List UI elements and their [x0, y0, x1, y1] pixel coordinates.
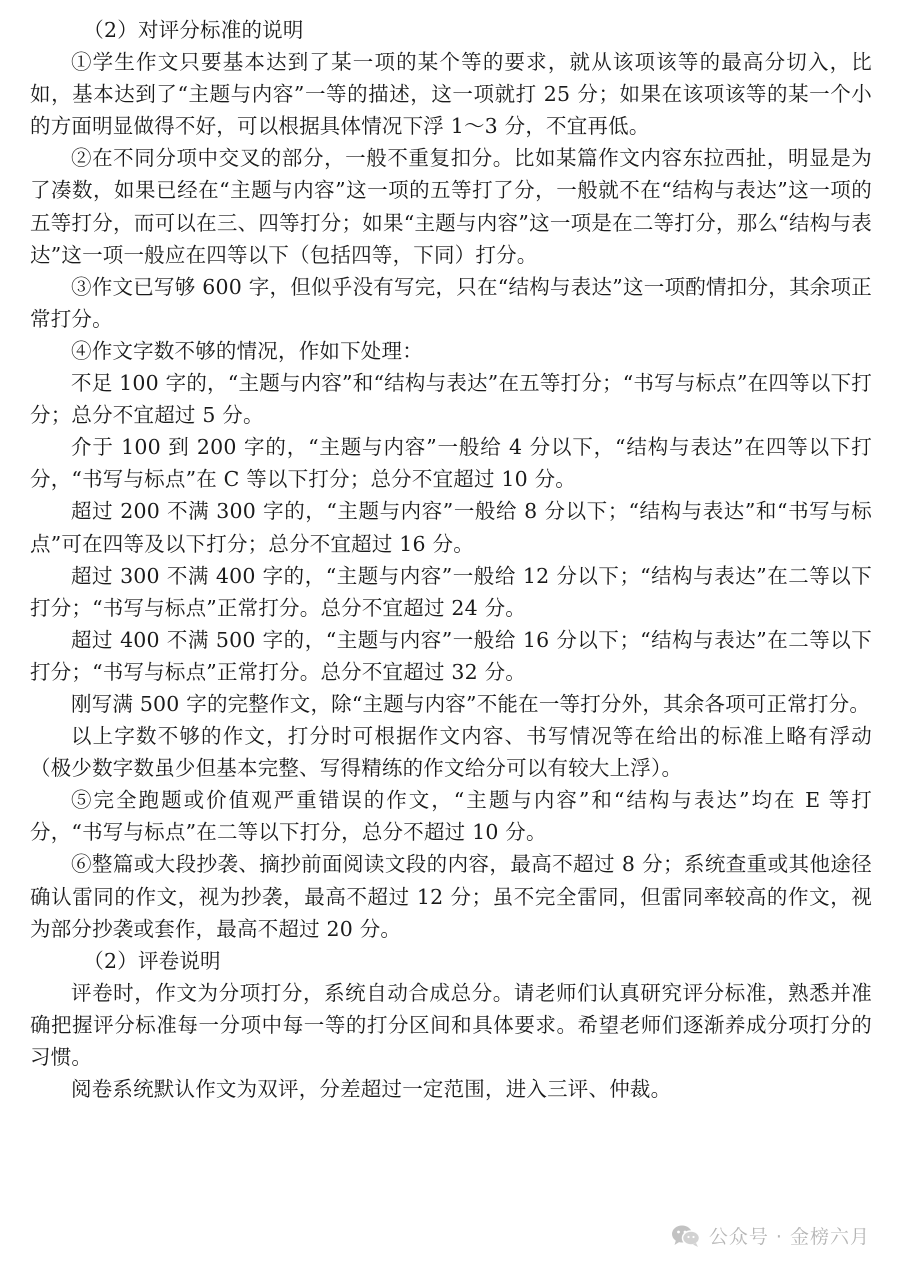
paragraph-rule-1: ①学生作文只要基本达到了某一项的某个等的要求，就从该项该等的最高分切入，比如，基本达到了“主题与内容”一等的描述，这一项就打 25 分；如果在该项该等的某一个小的方面明显做得不好，可以根据具体情况下浮 1～3 分，不宜再低。: [30, 50, 872, 139]
paragraph-500-complete: 刚写满 500 字的完整作文，除“主题与内容”不能在一等打分外，其余各项可正常打分。: [71, 691, 871, 716]
paragraph-rule-4: ④作文字数不够的情况，作如下处理：: [71, 338, 423, 363]
paragraph-400-500: 超过 400 不满 500 字的，“主题与内容”一般给 16 分以下；“结构与表达”在二等以下打分；“书写与标点”正常打分。总分不宜超过 32 分。: [30, 627, 872, 684]
paragraph-marking-1: 评卷时，作文为分项打分，系统自动合成总分。请老师们认真研究评分标准，熟悉并准确把握评分标准每一分项中每一等的打分区间和具体要求。希望老师们逐渐养成分项打分的习惯。: [30, 980, 872, 1069]
document-body: [30, 14, 872, 1105]
paragraph-rule-2: ②在不同分项中交叉的部分，一般不重复扣分。比如某篇作文内容东拉西扯，明显是为了凑数，如果已经在“主题与内容”这一项的五等打了分，一般就不在“结构与表达”这一项的五等打分，而可以在三、四等打分；如果“主题与内容”这一项是在二等打分，那么“结构与表达”这一项一般应在四等以下（包括四等，下同）打分。: [30, 146, 872, 267]
paragraph-100-200: 介于 100 到 200 字的，“主题与内容”一般给 4 分以下，“结构与表达”在四等以下打分，“书写与标点”在 C 等以下打分；总分不宜超过 10 分。: [30, 435, 872, 492]
watermark-text: 公众号 · 金榜六月: [708, 1226, 870, 1248]
paragraph-rule-5: ⑤完全跑题或价值观严重错误的作文，“主题与内容”和“结构与表达”均在 E 等打分，“书写与标点”在二等以下打分，总分不超过 10 分。: [30, 788, 872, 845]
paragraph-rule-3: ③作文已写够 600 字，但似乎没有写完，只在“结构与表达”这一项酌情扣分，其余项正常打分。: [30, 274, 872, 331]
watermark: [671, 1222, 870, 1249]
paragraph-float-note: 以上字数不够的作文，打分时可根据作文内容、书写情况等在给出的标准上略有浮动（极少数字数虽少但基本完整、写得精练的作文给分可以有较大上浮）。: [30, 724, 872, 781]
paragraph-marking-2: 阅卷系统默认作文为双评，分差超过一定范围，进入三评、仲裁。: [71, 1077, 672, 1102]
paragraph-200-300: 超过 200 不满 300 字的，“主题与内容”一般给 8 分以下；“结构与表达”和“书写与标点”可在四等及以下打分；总分不宜超过 16 分。: [30, 499, 872, 556]
paragraph-under-100: 不足 100 字的，“主题与内容”和“结构与表达”在五等打分；“书写与标点”在四等以下打分；总分不宜超过 5 分。: [30, 371, 872, 428]
section-heading-scoring-notes: （2）对评分标准的说明: [83, 18, 304, 42]
paragraph-rule-6: ⑥整篇或大段抄袭、摘抄前面阅读文段的内容，最高不超过 8 分；系统查重或其他途径确认雷同的作文，视为抄袭，最高不超过 12 分；虽不完全雷同，但雷同率较高的作文，视为部分抄袭或套作，最高不超过 20 分。: [30, 852, 872, 941]
wechat-icon: [671, 1224, 701, 1248]
paragraph-300-400: 超过 300 不满 400 字的，“主题与内容”一般给 12 分以下；“结构与表达”在二等以下打分；“书写与标点”正常打分。总分不宜超过 24 分。: [30, 563, 872, 620]
section-heading-marking-notes: （2）评卷说明: [83, 948, 221, 973]
